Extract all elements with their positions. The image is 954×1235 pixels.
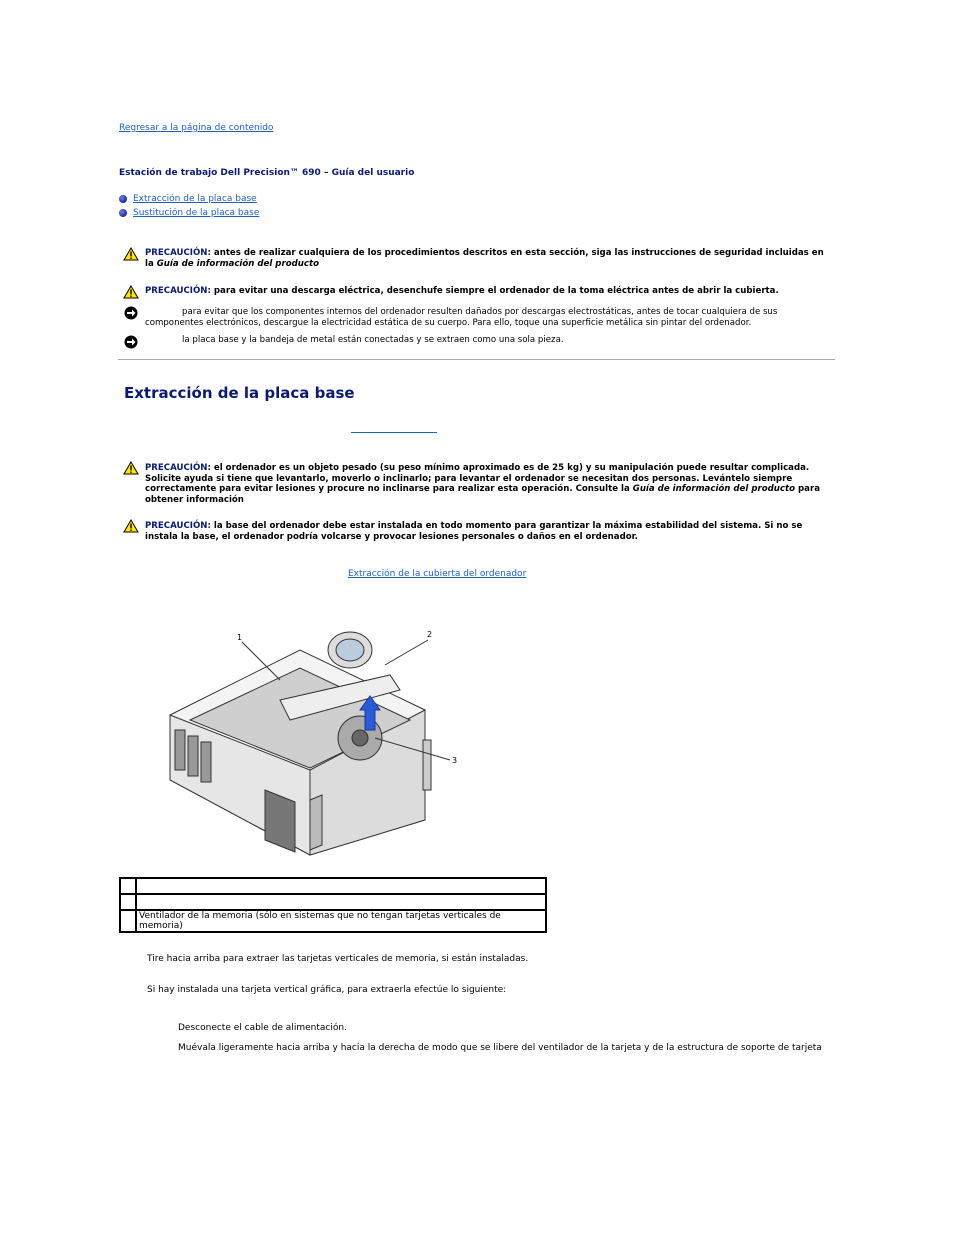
table-row	[120, 910, 546, 932]
bullet-icon	[119, 209, 127, 217]
notice-icon	[124, 335, 138, 349]
notice-text: la placa base y la bandeja de metal están conectadas y se extraen como una sola pieza.	[182, 335, 564, 345]
caution-block	[145, 248, 825, 269]
notice-icon	[124, 306, 138, 320]
caution-text: el ordenador es un objeto pesado (su peso mínimo aproximado es de 25 kg) y su manipulación puede resultar complicada. Solicite ayuda si tiene que levantarlo, moverlo o inclinarlo; para levantar el ordenador se necesitan dos personas. Levántelo siempre correctamente para evitar lesiones y procure no inclinarse para realizar esta operación. Consulte la	[145, 463, 810, 494]
caution-text: la base del ordenador debe estar instalada en todo momento para garantizar la máxima estabilidad del sistema. Si no se instala la base, el ordenador podría volcarse y provocar lesiones personales o daños en el ordenador.	[145, 521, 803, 542]
legend-text	[136, 894, 546, 910]
substep-text: Muévala ligeramente hacia arriba y hacia la derecha de modo que se libere del ventilador de la tarjeta y de la estructura de soporte de tarjeta	[178, 1043, 822, 1053]
callout-3: 3	[452, 756, 458, 765]
back-to-contents-link[interactable]: Regresar a la página de contenido	[119, 123, 274, 133]
caution-block	[145, 463, 830, 505]
legend-number	[120, 878, 136, 894]
caution-ref: Guía de información del producto	[156, 258, 319, 269]
callout-2: 2	[427, 630, 433, 639]
callout-1: 1	[237, 633, 243, 642]
substep-text: Desconecte el cable de alimentación.	[178, 1023, 347, 1033]
caution-icon	[123, 285, 139, 299]
caution-label: PRECAUCIÓN:	[145, 463, 211, 473]
cover-removal-link[interactable]: Extracción de la cubierta del ordenador	[348, 569, 527, 579]
toc-link-replacement[interactable]: Sustitución de la placa base	[133, 208, 260, 218]
caution-text: antes de realizar cualquiera de los procedimientos descritos en esta sección, siga las instrucciones de seguridad incluidas en la	[145, 248, 824, 269]
table-row	[120, 878, 546, 894]
legend-text	[136, 878, 546, 894]
section-divider	[118, 359, 835, 360]
empty-link[interactable]	[351, 432, 437, 433]
toc-link-removal[interactable]: Extracción de la placa base	[133, 194, 257, 204]
table-row	[120, 894, 546, 910]
figure-legend-table	[119, 877, 547, 933]
caution-icon	[123, 519, 139, 533]
legend-number	[120, 910, 136, 932]
caution-label: PRECAUCIÓN:	[145, 286, 211, 296]
bullet-icon	[119, 195, 127, 203]
caution-block	[145, 521, 830, 542]
caution-text: para evitar una descarga eléctrica, desenchufe siempre el ordenador de la toma eléctrica antes de abrir la cubierta.	[213, 286, 779, 296]
legend-text: Ventilador de la memoria (sólo en sistemas que no tengan tarjetas verticales de memoria)	[136, 910, 546, 932]
caution-block	[145, 286, 825, 297]
step-text: Tire hacia arriba para extraer las tarjetas verticales de memoria, si están instaladas.	[147, 954, 529, 964]
caution-ref: Guía de información del producto	[632, 484, 795, 494]
caution-icon	[123, 247, 139, 261]
section-heading: Extracción de la placa base	[124, 384, 355, 402]
step-text: Si hay instalada una tarjeta vertical gráfica, para extraerla efectúe lo siguiente:	[147, 985, 507, 995]
caution-tail: para obtener información	[145, 484, 820, 505]
legend-number	[120, 894, 136, 910]
caution-label: PRECAUCIÓN:	[145, 248, 211, 258]
page-title: Estación de trabajo Dell Precision™ 690 – Guía del usuario	[119, 168, 415, 178]
chassis-illustration	[160, 620, 470, 860]
notice-text: para evitar que los componentes internos del ordenador resulten dañados por descargas electrostáticas, antes de tocar cualquiera de sus componentes electrónicos, descargue la electricidad estática de su cuerpo. Para ello, toque una superficie metálica sin pintar del ordenador.	[145, 307, 778, 328]
caution-label: PRECAUCIÓN:	[145, 521, 211, 531]
caution-icon	[123, 461, 139, 475]
